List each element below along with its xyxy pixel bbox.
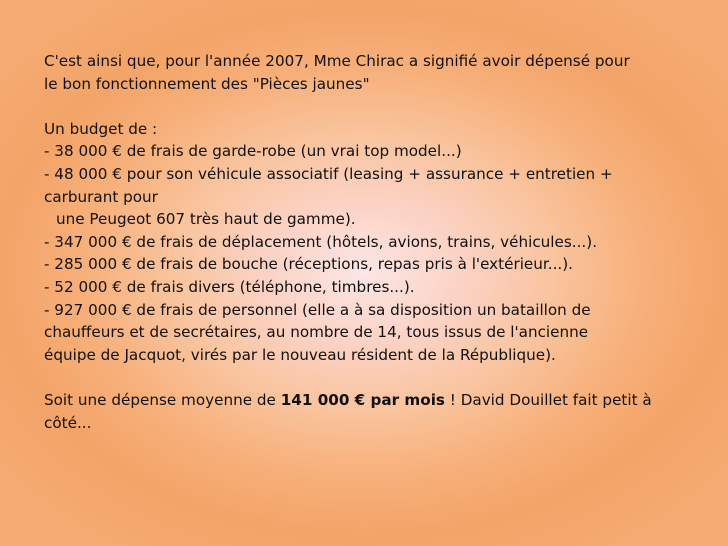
budget-item-staff-cont-1: chauffeurs et de secrétaires, au nombre de 14, tous issus de l'ancienne bbox=[44, 323, 589, 342]
budget-item-vehicle-cont: carburant pour bbox=[44, 187, 158, 206]
budget-item-travel: - 347 000 € de frais de déplacement (hôtels, avions, trains, véhicules...). bbox=[44, 232, 598, 251]
budget-heading: Un budget de : bbox=[44, 119, 158, 138]
conclusion-prefix: Soit une dépense moyenne de bbox=[44, 390, 281, 409]
slide-text-block bbox=[44, 50, 694, 434]
budget-item-wardrobe: - 38 000 € de frais de garde-robe (un vrai top model...) bbox=[44, 142, 462, 161]
monthly-amount: 141 000 € par mois bbox=[280, 390, 445, 409]
spacer bbox=[44, 95, 694, 118]
conclusion-line-2: côté... bbox=[44, 413, 92, 432]
conclusion-line-1 bbox=[44, 389, 694, 412]
budget-item-vehicle: - 48 000 € pour son véhicule associatif (leasing + assurance + entretien + bbox=[44, 164, 613, 183]
intro-line-1: C'est ainsi que, pour l'année 2007, Mme Chirac a signifié avoir dépensé pour bbox=[44, 52, 630, 70]
spacer bbox=[44, 366, 694, 389]
intro-line-2: le bon fonctionnement des "Pièces jaunes" bbox=[44, 74, 370, 93]
budget-item-food: - 285 000 € de frais de bouche (réceptions, repas pris à l'extérieur...). bbox=[44, 255, 573, 274]
budget-item-staff: - 927 000 € de frais de personnel (elle a à sa disposition un bataillon de bbox=[44, 300, 591, 319]
budget-item-vehicle-model: une Peugeot 607 très haut de gamme). bbox=[56, 210, 356, 229]
budget-item-misc: - 52 000 € de frais divers (téléphone, timbres...). bbox=[44, 277, 415, 296]
budget-item-staff-cont-2: équipe de Jacquot, virés par le nouveau résident de la République). bbox=[44, 345, 556, 364]
conclusion-suffix: ! David Douillet fait petit à bbox=[444, 390, 652, 409]
